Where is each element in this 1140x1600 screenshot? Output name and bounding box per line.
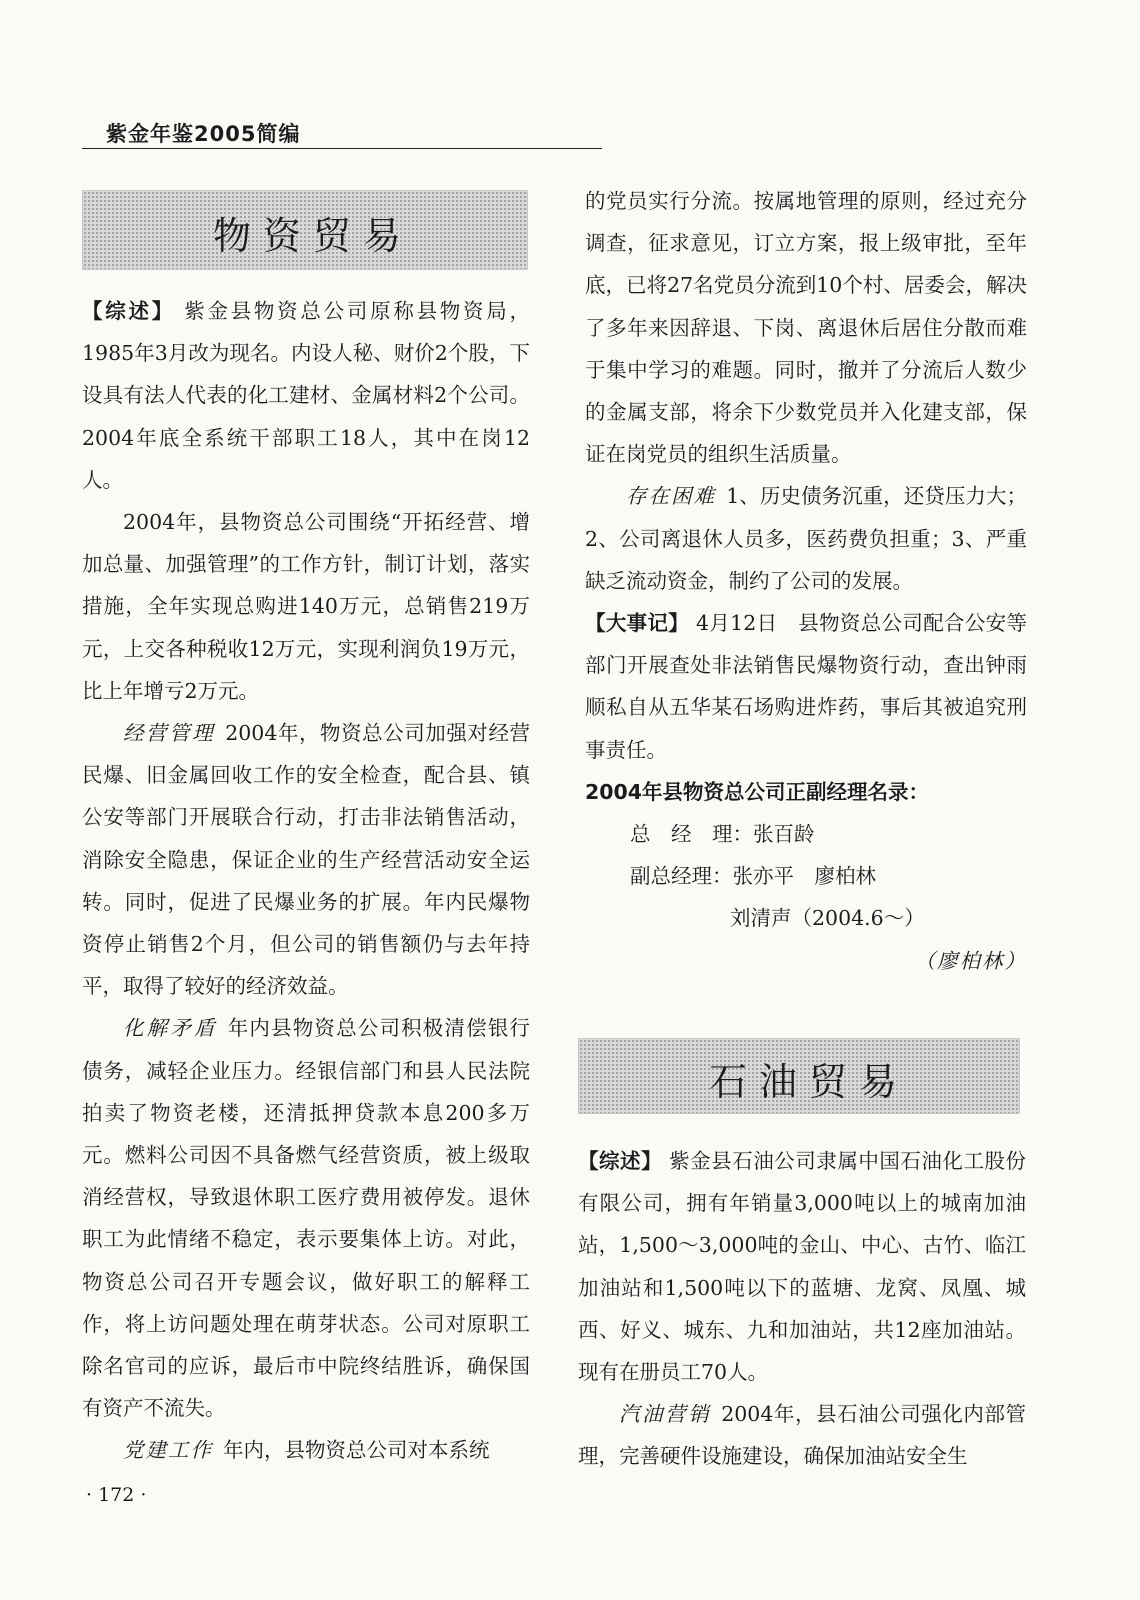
subheading-problems: 存在困难 <box>626 484 717 509</box>
managers-list-title: 2004年县物资总公司正副经理名录： <box>585 779 930 804</box>
subheading-conflict: 化解矛盾 <box>123 1016 218 1041</box>
right-column <box>585 180 1027 982</box>
page-number: · 172 · <box>86 1484 147 1506</box>
subheading-party: 党建工作 <box>123 1438 213 1463</box>
paragraph-gasoline <box>578 1393 1026 1477</box>
left-column <box>82 290 530 1472</box>
managers-gm: 总 经 理：张百龄 <box>630 822 815 847</box>
overview-text: 紫金县物资总公司原称县物资局，1985年3月改为现名。内设人秘、财价2个股，下设具有法人代表的化工建材、金属材料2个公司。2004年底全系统干部职工18人，其中在岗12人。 <box>82 299 531 492</box>
management-text: 2004年，物资总公司加强对经营民爆、旧金属回收工作的安全检查，配合县、镇公安等部门开展联合行动，打击非法销售活动，消除安全隐患，保证企业的生产经营活动安全运转。同时，促进了民爆业务的扩展。年内民爆物资停止销售2个月，但公司的销售额仍与去年持平，取得了较好的经济效益。 <box>82 721 531 999</box>
section-title-2: 石油贸易 <box>709 1060 910 1104</box>
paragraph-conflict <box>82 1007 530 1429</box>
problems-text: 1、历史债务沉重，还贷压力大；2、公司离退休人员多，医药费负担重；3、严重缺乏流动资金，制约了公司的发展。 <box>585 484 1028 593</box>
header-rule <box>82 148 602 149</box>
managers-dgm: 副总经理：张亦平 廖柏林 <box>630 864 876 889</box>
gasoline-text: 2004年，县石油公司强化内部管理，完善硬件设施建设，确保加油站安全生 <box>578 1402 1027 1469</box>
section-banner-petroleum <box>578 1038 1020 1114</box>
section-title: 物资贸易 <box>213 214 414 258</box>
paragraph-management <box>82 712 530 1007</box>
paragraph-summary: 2004年，县物资总公司围绕“开拓经营、增加总量、加强管理”的工作方针，制订计划，落实措施，全年实现总购进140万元，总销售219万元，上交各种税收12万元，实现利润负19万元，比上年增亏2万元。 <box>82 510 530 703</box>
overview-label: 【综述】 <box>82 299 175 323</box>
petroleum-overview-text: 紫金县石油公司隶属中国石油化工股份有限公司，拥有年销量3,000吨以上的城南加油站，1,500～3,000吨的金山、中心、古竹、临江加油站和1,500吨以下的蓝塘、龙窝、凤凰、城西、好义、城东、九和加油站，共12座加油站。现有在册员工70人。 <box>578 1149 1026 1385</box>
running-head: 紫金年鉴2005简编 <box>106 122 301 146</box>
paragraph-party-start <box>82 1429 530 1471</box>
subheading-management: 经营管理 <box>123 721 216 746</box>
petroleum-overview-label: 【综述】 <box>578 1149 663 1173</box>
events-text: 4月12日 县物资总公司配合公安等部门开展查处非法销售民爆物资行动，查出钟雨顺私自从五华某石场购进炸药，事后其被追究刑事责任。 <box>585 611 1027 762</box>
petroleum-section <box>578 1140 1026 1478</box>
events-label: 【大事记】 <box>585 611 690 636</box>
party-text-left: 年内，县物资总公司对本系统 <box>223 1438 490 1463</box>
paragraph-party-continued: 的党员实行分流。按属地管理的原则，经过充分调查，征求意见，订立方案，报上级审批，至年底，已将27名党员分流到10个村、居委会，解决了多年来因辞退、下岗、离退休后居住分散而难于集中学习的难题。同时，撤并了分流后人数少的金属支部，将余下少数党员并入化建支部，保证在岗党员的组织生活质量。 <box>585 189 1027 467</box>
conflict-text: 年内县物资总公司积极清偿银行债务，减轻企业压力。经银信部门和县人民法院拍卖了物资老楼，还清抵押贷款本息200多万元。燃料公司因不具备燃气经营资质，被上级取消经营权，导致退休职工医疗费用被停发。退休职工为此情绪不稳定，表示要集体上访。对此，物资总公司召开专题会议，做好职工的解释工作，将上访问题处理在萌芽状态。公司对原职工除名官司的应诉，最后市中院终结胜诉，确保国有资产不流失。 <box>82 1016 531 1421</box>
paragraph-problems <box>585 475 1027 602</box>
paragraph-petroleum-overview <box>578 1140 1026 1393</box>
section-banner-materials <box>82 190 528 270</box>
author-credit: （廖柏林） <box>914 948 1027 973</box>
paragraph-events <box>585 602 1027 771</box>
managers-dgm-2: 刘清声（2004.6～） <box>730 906 925 931</box>
subheading-gasoline: 汽油营销 <box>619 1402 712 1427</box>
paragraph-overview <box>82 290 530 501</box>
